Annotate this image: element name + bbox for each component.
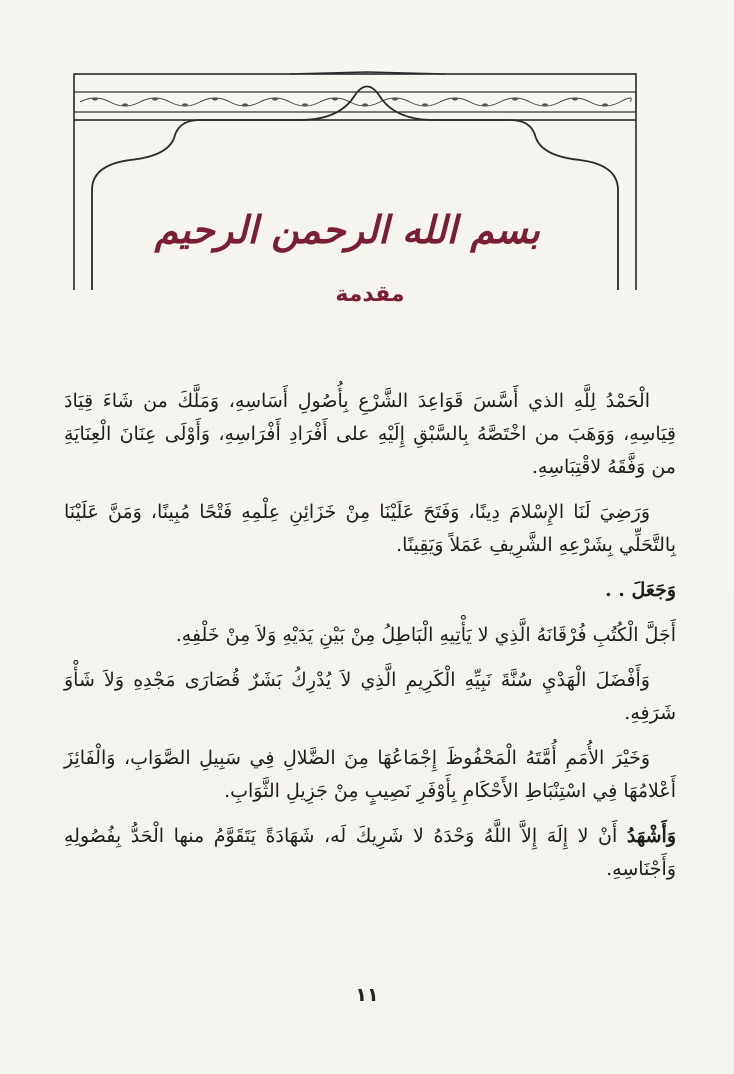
paragraph-lead: وَأَشْهَدُ [626, 825, 676, 847]
page-number: ١١ [355, 984, 379, 1006]
paragraph-text: وَخَيْرَ الأُمَمِ أُمَّتَهُ الْمَحْفُوظَ إِجْمَاعُهَا مِنَ الضَّلالِ فِي سَبِيلِ الصَّوَابِ، وَالْفَائِزَ أَعْلامُهَا فِي اسْتِنْبَاطِ الأَحْكَامِ بِأَوْفَرِ نَصِيبٍ مِنْ جَزِيلِ الثَّوَابِ. [64, 747, 676, 802]
paragraph-lead: وَجَعَلَ . . [605, 579, 676, 601]
paragraph-text: أَنْ لا إِلَهَ إِلاَّ اللَّهُ وَحْدَهُ لا شَرِيكَ لَه، شَهَادَةً يَتَقَوَّمُ منها الْحَدُّ بِفُصُولِهِ وَأَجْنَاسِهِ. [64, 825, 676, 880]
paragraph [64, 496, 676, 562]
paragraph [64, 385, 676, 484]
paragraph-text: أَجَلَّ الْكُتُبِ فُرْقَانَهُ الَّذِي لا يَأْتِيهِ الْبَاطِلُ مِنْ بَيْنِ يَدَيْهِ وَلاَ مِنْ خَلْفِهِ. [175, 624, 676, 646]
paragraph [64, 619, 676, 652]
paragraph-text: وَأَفْضَلَ الْهَدْيِ سُنَّةَ نَبِيِّهِ الْكَرِيمِ الَّذِي لاَ يُدْرِكُ بَشَرٌ قُصَارَى مَجْدِهِ وَلاَ شَأْوَ شَرَفِهِ. [64, 669, 676, 724]
ornamental-arch-frame [0, 0, 734, 320]
paragraph [64, 664, 676, 730]
paragraph-text: الْحَمْدُ لِلَّهِ الذي أَسَّسَ قَوَاعِدَ الشَّرْعِ بِأُصُولِ أَسَاسِهِ، وَمَلَّكَ من شَاءَ قِيَادَ قِيَاسِهِ، وَوَهَبَ من اخْتَصَّهُ بِالسَّبْقِ إِلَيْهِ على أَفْرَادِ أَفْرَاسِهِ، وَأَوْلَى عِنَانَ الْعِنَايَةِ من وَفَّقَهُ لاقْتِبَاسِهِ. [64, 390, 676, 478]
paragraph [64, 742, 676, 808]
paragraph-text: وَرَضِيَ لَنَا الإِسْلامَ دِينًا، وَفَتَحَ عَلَيْنَا مِنْ خَزَائِنِ عِلْمِهِ فَتْحًا مُبِينًا، وَمَنَّ عَلَيْنَا بِالتَّحَلِّي بِشَرْعِهِ الشَّرِيفِ عَمَلاً وَيَقِينًا. [64, 501, 676, 556]
paragraph [64, 820, 676, 886]
section-title: مقدمة [335, 282, 405, 307]
basmala-calligraphy: بسم الله الرحمن الرحيم [154, 207, 540, 252]
paragraph [64, 574, 676, 607]
floral-band-icon [80, 97, 631, 106]
body-text [64, 385, 676, 898]
